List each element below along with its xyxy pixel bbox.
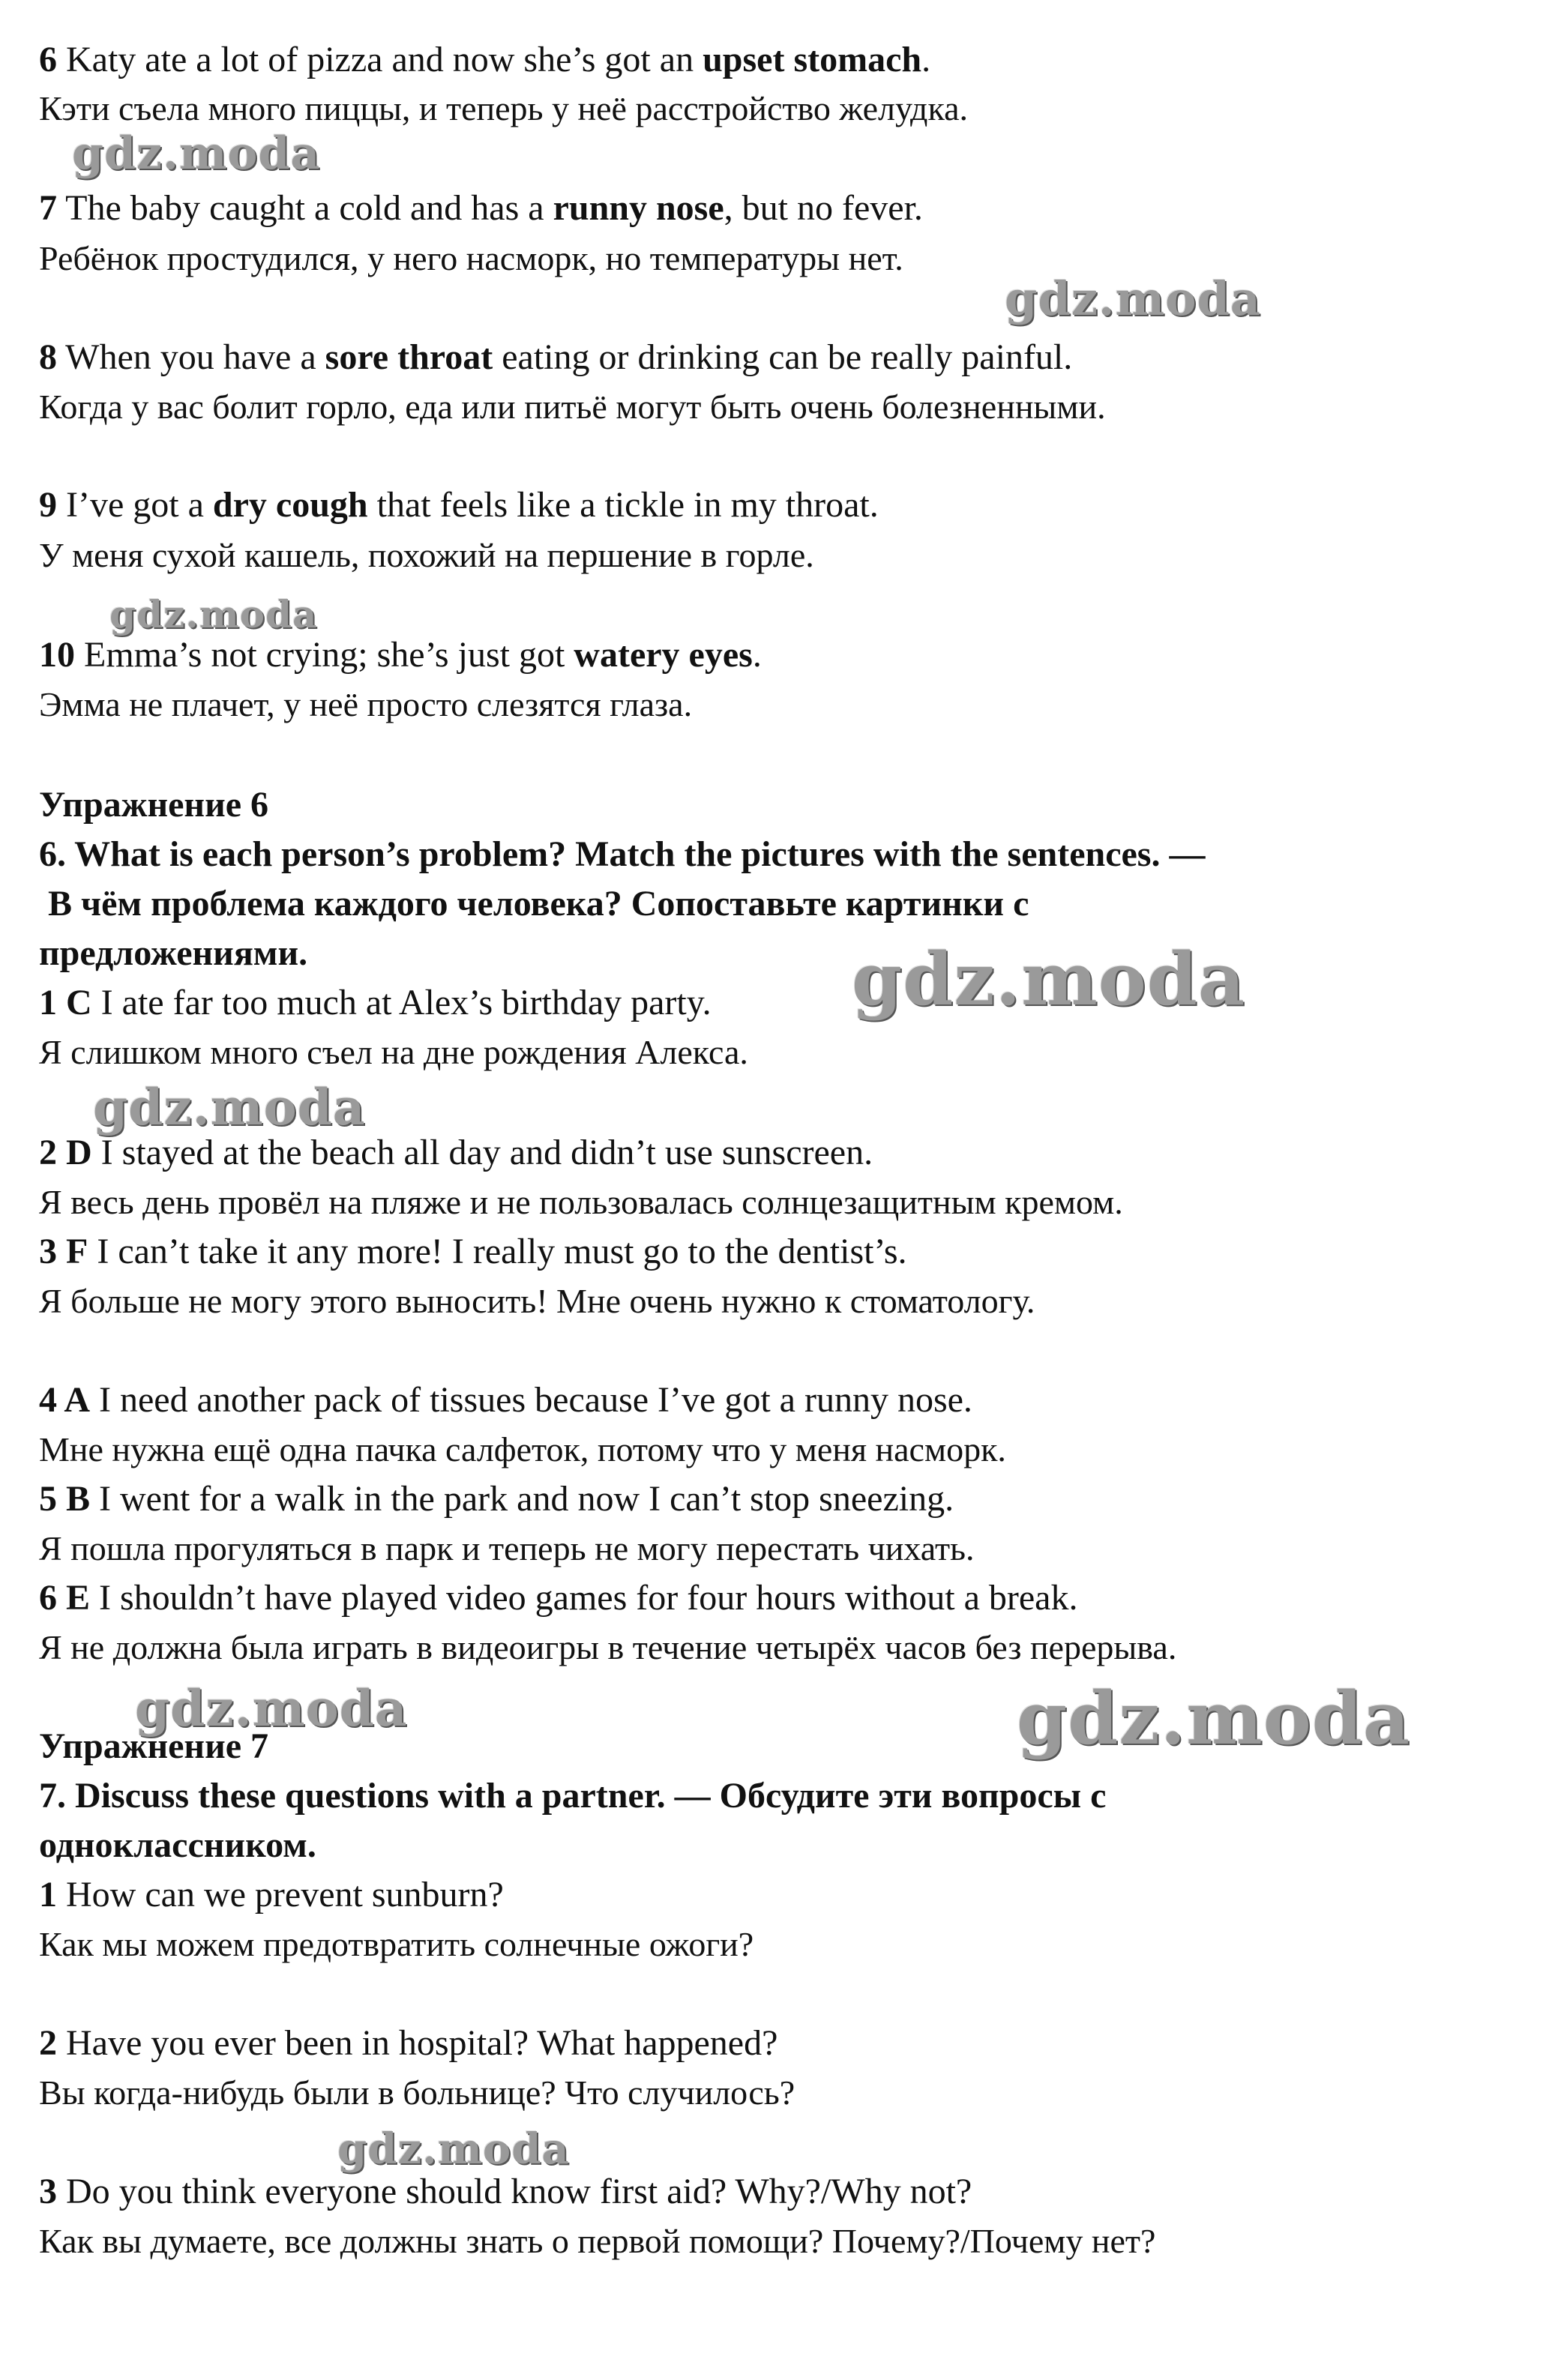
item-7-ru: Ребёнок простудился, у него насморк, но температуры нет. (39, 239, 903, 277)
answer-4-ru: Мне нужна ещё одна пачка салфеток, потому что у меня насморк. (39, 1430, 1006, 1468)
exercise-6-task-line-1: 6. What is each person’s problem? Match the pictures with the sentences. — (39, 834, 1206, 874)
question-2-ru: Вы когда-нибудь были в больнице? Что случилось? (39, 2073, 795, 2112)
exercise-6-task-line-3: предложениями. (39, 933, 308, 973)
answer-4-en: 4 A I need another pack of tissues because I’ve got a runny nose. (39, 1380, 972, 1420)
watermark: gdz.moda (1017, 1676, 1411, 1761)
watermark: gdz.moda (135, 1679, 408, 1738)
answer-6-en: 6 E I shouldn’t have played video games for four hours without a break. (39, 1578, 1078, 1618)
item-10-ru: Эмма не плачет, у неё просто слезятся глаза. (39, 685, 693, 723)
watermark: gdz.moda (93, 1078, 366, 1136)
answer-2-ru: Я весь день провёл на пляже и не пользовалась солнцезащитным кремом. (39, 1183, 1123, 1221)
watermark: gdz.moda (72, 127, 321, 180)
answer-3-ru: Я больше не могу этого выносить! Мне очень нужно к стоматологу. (39, 1282, 1035, 1320)
watermark: gdz.moda (109, 592, 318, 636)
question-3-en: 3 Do you think everyone should know first aid? Why?/Why not? (39, 2172, 972, 2211)
item-9-ru: У меня сухой кашель, похожий на першение в горле. (39, 536, 814, 574)
exercise-6-heading: Упражнение 6 (39, 785, 269, 825)
watermark: gdz.moda (852, 937, 1246, 1022)
item-7-en: 7 The baby caught a cold and has a runny nose, but no fever. (39, 188, 923, 228)
answer-3-en: 3 F I can’t take it any more! I really must go to the dentist’s. (39, 1232, 907, 1271)
item-10-en: 10 Emma’s not crying; she’s just got watery eyes. (39, 635, 762, 675)
answer-5-ru: Я пошла прогуляться в парк и теперь не могу перестать чихать. (39, 1529, 975, 1567)
item-8-ru: Когда у вас болит горло, еда или питьё могут быть очень болезненными. (39, 388, 1106, 426)
exercise-6-task-line-2: В чём проблема каждого человека? Сопоставьте картинки с (39, 884, 1029, 924)
watermark: gdz.moda (1005, 271, 1261, 326)
answer-5-en: 5 B I went for a walk in the park and now I can’t stop sneezing. (39, 1479, 954, 1519)
item-6-en: 6 Katy ate a lot of pizza and now she’s got an upset stomach. (39, 40, 931, 79)
answer-1-ru: Я слишком много съел на дне рождения Алекса. (39, 1033, 748, 1071)
exercise-7-task-line-1: 7. Discuss these questions with a partner. — Обсудите эти вопросы с (39, 1776, 1107, 1816)
answer-6-ru: Я не должна была играть в видеоигры в течение четырёх часов без перерыва. (39, 1628, 1177, 1666)
item-6-ru: Кэти съела много пиццы, и теперь у неё расстройство желудка. (39, 89, 969, 127)
exercise-7-heading: Упражнение 7 (39, 1726, 269, 1766)
exercise-7-task-line-2: одноклассником. (39, 1825, 316, 1865)
question-3-ru: Как вы думаете, все должны знать о первой помощи? Почему?/Почему нет? (39, 2222, 1156, 2260)
answer-1-en: 1 C I ate far too much at Alex’s birthday party. (39, 983, 712, 1022)
watermark: gdz.moda (337, 2124, 570, 2174)
question-1-ru: Как мы можем предотвратить солнечные ожоги? (39, 1925, 754, 1963)
question-1-en: 1 How can we prevent sunburn? (39, 1875, 504, 1914)
item-8-en: 8 When you have a sore throat eating or drinking can be really painful. (39, 337, 1073, 377)
answer-2-en: 2 D I stayed at the beach all day and didn’t use sunscreen. (39, 1133, 873, 1172)
question-2-en: 2 Have you ever been in hospital? What happened? (39, 2023, 778, 2063)
item-9-en: 9 I’ve got a dry cough that feels like a tickle in my throat. (39, 485, 879, 525)
